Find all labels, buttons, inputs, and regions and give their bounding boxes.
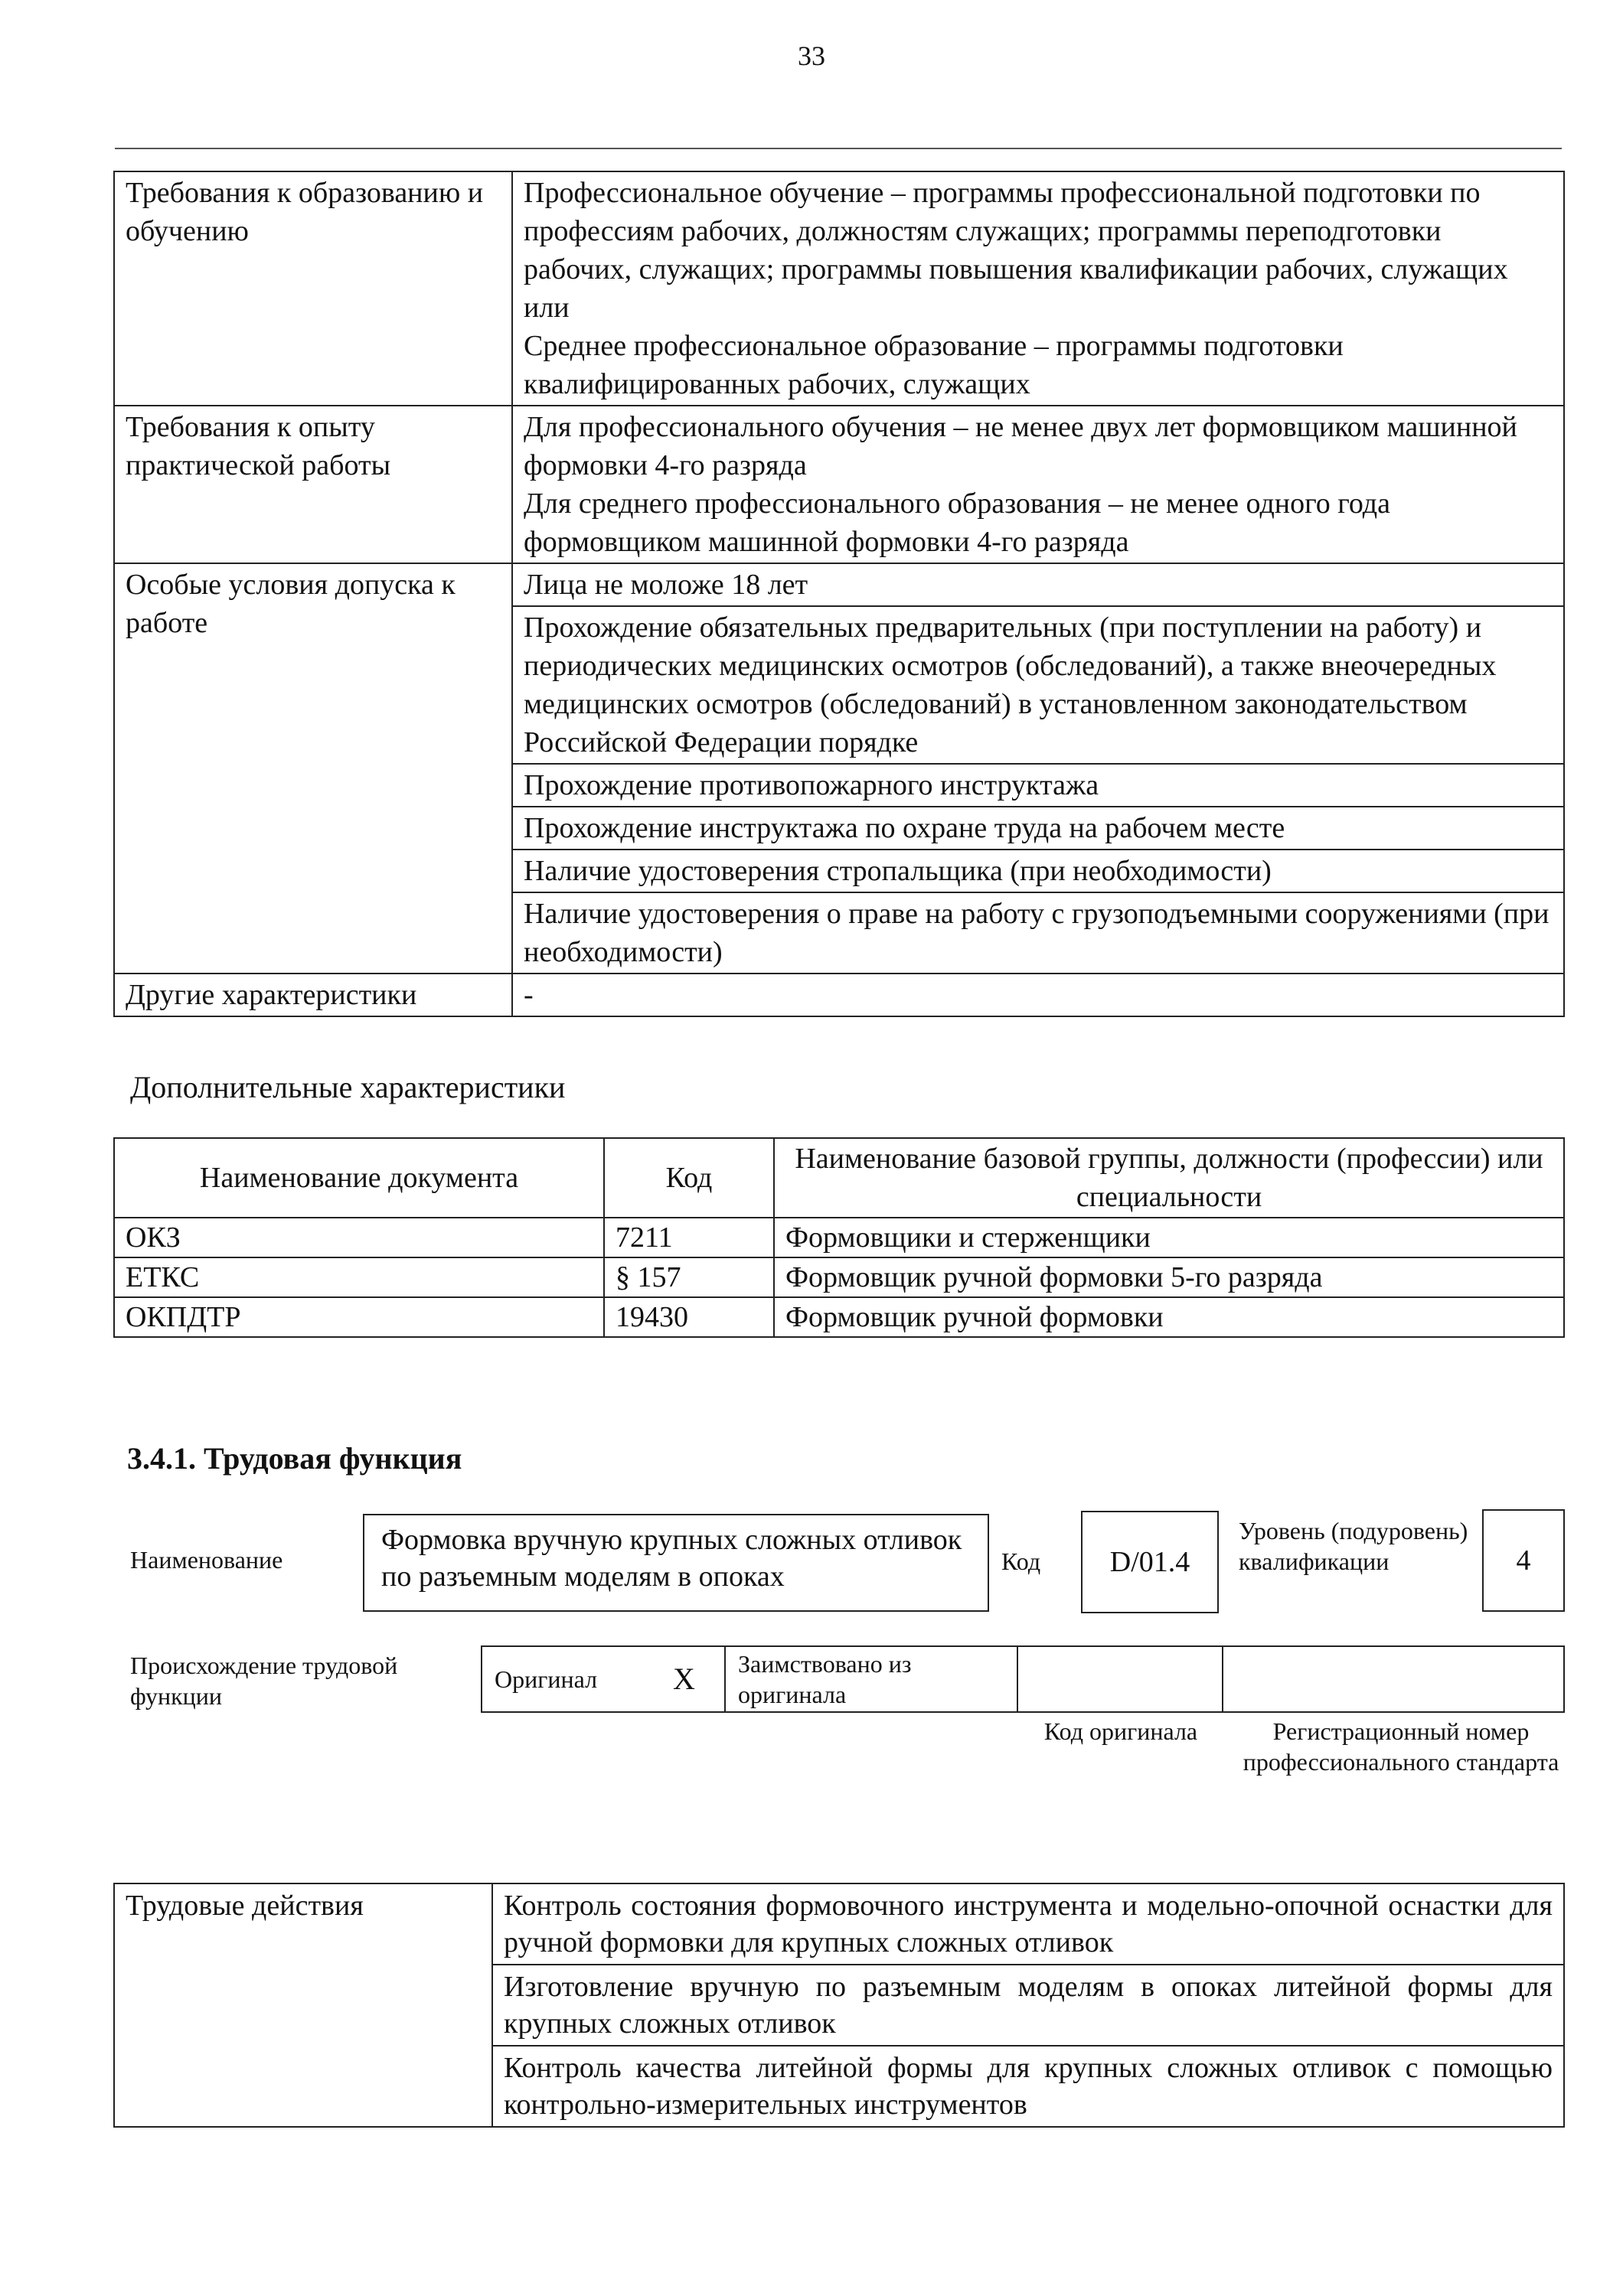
function-code-label: Код	[1001, 1548, 1041, 1575]
action-item: Контроль состояния формовочного инструмента и модельно-опочной оснастки для ручной формовки для крупных сложных отливок	[492, 1883, 1564, 1965]
labor-function-title: 3.4.1. Трудовая функция	[127, 1441, 462, 1476]
origin-code-cell	[1017, 1646, 1223, 1712]
header-rule	[115, 148, 1562, 149]
function-origin-label: Происхождение трудовой функции	[130, 1652, 398, 1710]
qualification-level-label: Уровень (подуровень) квалификации	[1239, 1517, 1468, 1575]
requirements-table	[113, 171, 1565, 1017]
origin-borrowed-cell: Заимствовано из оригинала	[725, 1646, 1017, 1712]
labor-actions-table	[113, 1883, 1565, 2128]
table-row	[114, 974, 1564, 1016]
row-value: Наличие удостоверения стропальщика (при необходимости)	[512, 850, 1564, 892]
table-header-row	[114, 1138, 1564, 1218]
qualification-level-box: 4	[1482, 1509, 1565, 1612]
table-row	[114, 563, 1564, 606]
origin-reg-number-caption: Регистрационный номер профессионального стандарта	[1243, 1717, 1559, 1776]
table-cell: 19430	[604, 1297, 774, 1337]
origin-mark-cell: X	[644, 1646, 725, 1712]
table-cell: ЕТКС	[114, 1257, 604, 1297]
function-name-label: Наименование	[130, 1546, 283, 1574]
function-origin-table	[481, 1645, 1565, 1713]
table-cell: ОКЗ	[114, 1218, 604, 1257]
origin-code-caption: Код оригинала	[1043, 1717, 1198, 1745]
column-header: Наименование документа	[114, 1138, 604, 1218]
origin-original-cell: Оригинал	[482, 1646, 644, 1712]
row-value: Прохождение противопожарного инструктажа	[512, 764, 1564, 807]
table-cell: 7211	[604, 1218, 774, 1257]
extra-characteristics-table	[113, 1137, 1565, 1338]
row-value: Профессиональное обучение – программы профессиональной подготовки по профессиям рабочих, должностям служащих; программы переподготовки рабочих, служащих; программы повышения квалификации рабочих, служащих или Среднее профессиональное образование – программы подготовки квалифицированных рабочих, служащих	[512, 171, 1564, 406]
row-value: Наличие удостоверения о праве на работу с грузоподъемными сооружениями (при необходимости)	[512, 892, 1564, 974]
page-number: 33	[798, 41, 825, 71]
table-row	[114, 406, 1564, 563]
table-cell: § 157	[604, 1257, 774, 1297]
row-label: Требования к опыту практической работы	[114, 406, 512, 563]
column-header: Код	[604, 1138, 774, 1218]
row-label: Трудовые действия	[114, 1883, 492, 2127]
table-row	[114, 1218, 1564, 1257]
table-cell: ОКПДТР	[114, 1297, 604, 1337]
action-item: Изготовление вручную по разъемным моделям в опоках литейной формы для крупных сложных отливок	[492, 1965, 1564, 2046]
origin-reg-number-cell	[1223, 1646, 1564, 1712]
function-name-box: Формовка вручную крупных сложных отливок по разъемным моделям в опоках	[363, 1514, 989, 1612]
row-value: -	[512, 974, 1564, 1016]
row-label: Особые условия допуска к работе	[114, 563, 512, 974]
table-row	[114, 171, 1564, 406]
column-header: Наименование базовой группы, должности (профессии) или специальности	[774, 1138, 1564, 1218]
row-value: Прохождение инструктажа по охране труда на рабочем месте	[512, 807, 1564, 850]
table-cell: Формовщики и стерженщики	[774, 1218, 1564, 1257]
table-row	[114, 1297, 1564, 1337]
row-value: Прохождение обязательных предварительных (при поступлении на работу) и периодических медицинских осмотров (обследований), а также внеочередных медицинских осмотров (обследований) в установленном законодательством Российской Федерации порядке	[512, 606, 1564, 764]
action-item: Контроль качества литейной формы для крупных сложных отливок с помощью контрольно-измерительных инструментов	[492, 2046, 1564, 2127]
row-value: Для профессионального обучения – не менее двух лет формовщиком машинной формовки 4-го разряда Для среднего профессионального образования – не менее одного года формовщиком машинной формовки 4-го разряда	[512, 406, 1564, 563]
table-cell: Формовщик ручной формовки 5-го разряда	[774, 1257, 1564, 1297]
row-label: Требования к образованию и обучению	[114, 171, 512, 406]
table-row	[114, 1257, 1564, 1297]
function-code-box: D/01.4	[1081, 1511, 1219, 1613]
table-row	[482, 1646, 1564, 1712]
row-value: Лица не моложе 18 лет	[512, 563, 1564, 606]
row-label: Другие характеристики	[114, 974, 512, 1016]
table-cell: Формовщик ручной формовки	[774, 1297, 1564, 1337]
extra-characteristics-title: Дополнительные характеристики	[130, 1070, 566, 1104]
table-row	[114, 1883, 1564, 1965]
